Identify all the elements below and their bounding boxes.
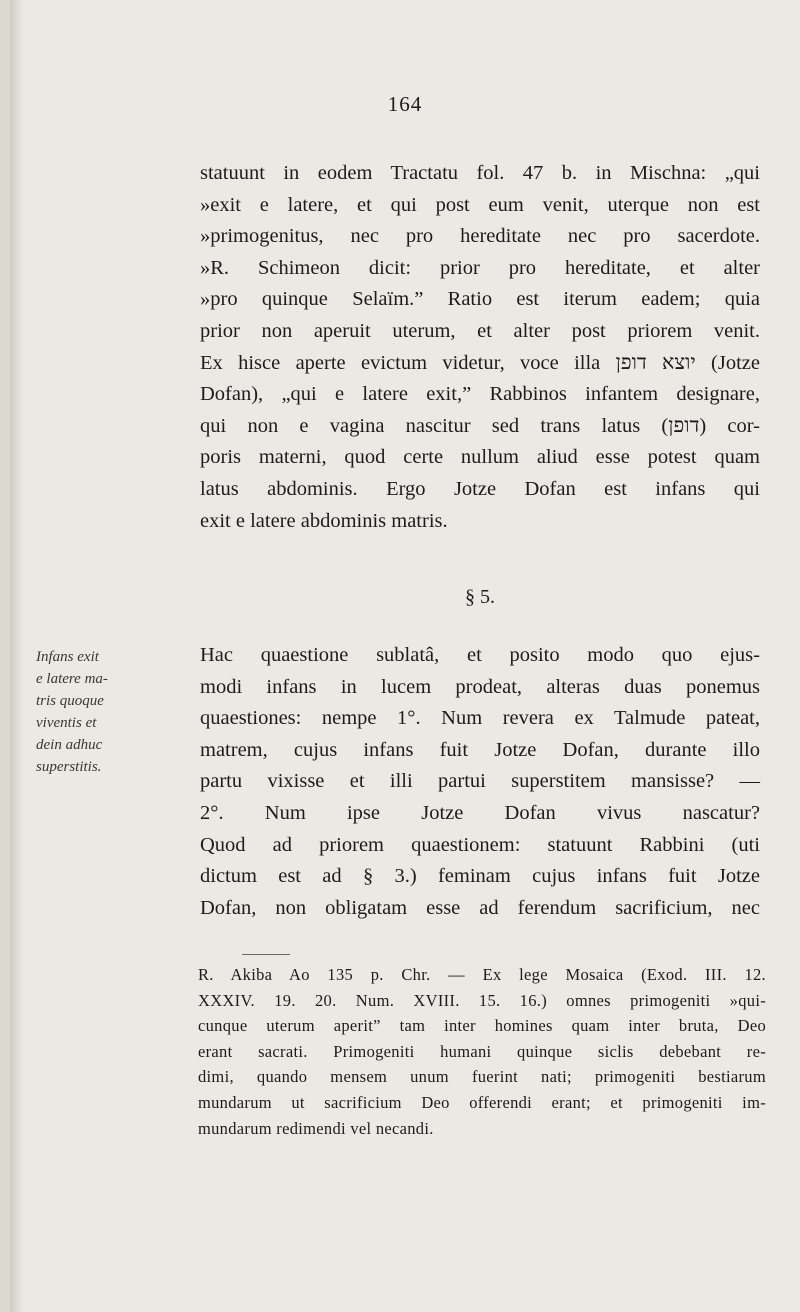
text-line: »R. Schimeon dicit: prior pro hereditate, et alter — [200, 256, 760, 279]
text-line: »exit e latere, et qui post eum venit, uterque non est — [200, 193, 760, 216]
margin-note-line: viventis et — [36, 715, 97, 731]
text-line: matrem, cujus infans fuit Jotze Dofan, durante illo — [200, 738, 760, 761]
section-heading: § 5. — [465, 586, 495, 608]
footnote-divider — [242, 954, 290, 955]
text-line: Dofan), „qui e latere exit,” Rabbinos infantem designare, — [200, 383, 760, 406]
text-line: Quod ad priorem quaestionem: statuunt Rabbini (uti — [200, 833, 760, 856]
main-text-block-2 — [200, 640, 760, 924]
text-line: »primogenitus, nec pro hereditate nec pro sacerdote. — [200, 225, 760, 248]
main-text-block-1 — [200, 158, 760, 537]
footnote-line: erant sacrati. Primogeniti humani quinque siclis debebant re- — [198, 1041, 766, 1061]
text-line: Dofan, non obligatam esse ad ferendum sacrificium, nec — [200, 896, 760, 919]
margin-note-line: e latere ma- — [36, 671, 108, 687]
footnote-line: mundarum redimendi vel necandi. — [198, 1118, 434, 1138]
text-line: dictum est ad § 3.) feminam cujus infans fuit Jotze — [200, 865, 760, 888]
footnote-line: XXXIV. 19. 20. Num. XVIII. 15. 16.) omnes primogeniti »qui- — [198, 990, 766, 1010]
footnote-line: cunque uterum aperit” tam inter homines quam inter bruta, Deo — [198, 1016, 766, 1036]
footnote-line: mundarum ut sacrificium Deo offerendi erant; et primogeniti im- — [198, 1092, 766, 1112]
text-line: quaestiones: nempe 1°. Num revera ex Talmude pateat, — [200, 707, 760, 730]
text-line: Ex hisce aperte evictum videtur, voce illa יוצא דופן (Jotze — [200, 351, 760, 374]
text-line: qui non e vagina nascitur sed trans latus (דופן) cor- — [200, 414, 760, 437]
footnote — [198, 962, 766, 1141]
text-line: exit e latere abdominis matris. — [200, 509, 448, 532]
text-line: Hac quaestione sublatâ, et posito modo quo ejus- — [200, 644, 760, 666]
text-line: 2°. Num ipse Jotze Dofan vivus nascatur? — [200, 801, 760, 824]
footnote-line: R. Akiba Ao 135 p. Chr. — Ex lege Mosaica (Exod. III. 12. — [198, 965, 766, 984]
margin-note-line: dein adhuc — [36, 737, 103, 753]
margin-note-line: tris quoque — [36, 693, 104, 709]
book-page — [10, 0, 800, 1312]
text-line: latus abdominis. Ergo Jotze Dofan est infans qui — [200, 477, 760, 500]
text-line: modi infans in lucem prodeat, alteras duas ponemus — [200, 675, 760, 698]
text-line: statuunt in eodem Tractatu fol. 47 b. in Mischna: „qui — [200, 162, 760, 184]
margin-note-line: Infans exit — [36, 649, 99, 665]
text-line: poris materni, quod certe nullum aliud esse potest quam — [200, 446, 760, 469]
text-line: partu vixisse et illi partui superstitem mansisse? — — [200, 770, 760, 793]
margin-note — [36, 646, 186, 778]
page-number: 164 — [387, 92, 423, 116]
text-line: prior non aperuit uterum, et alter post priorem venit. — [200, 319, 760, 342]
margin-note-line: superstitis. — [36, 759, 102, 775]
footnote-line: dimi, quando mensem unum fuerint nati; primogeniti bestiarum — [198, 1067, 766, 1087]
text-line: »pro quinque Selaïm.” Ratio est iterum eadem; quia — [200, 288, 760, 311]
